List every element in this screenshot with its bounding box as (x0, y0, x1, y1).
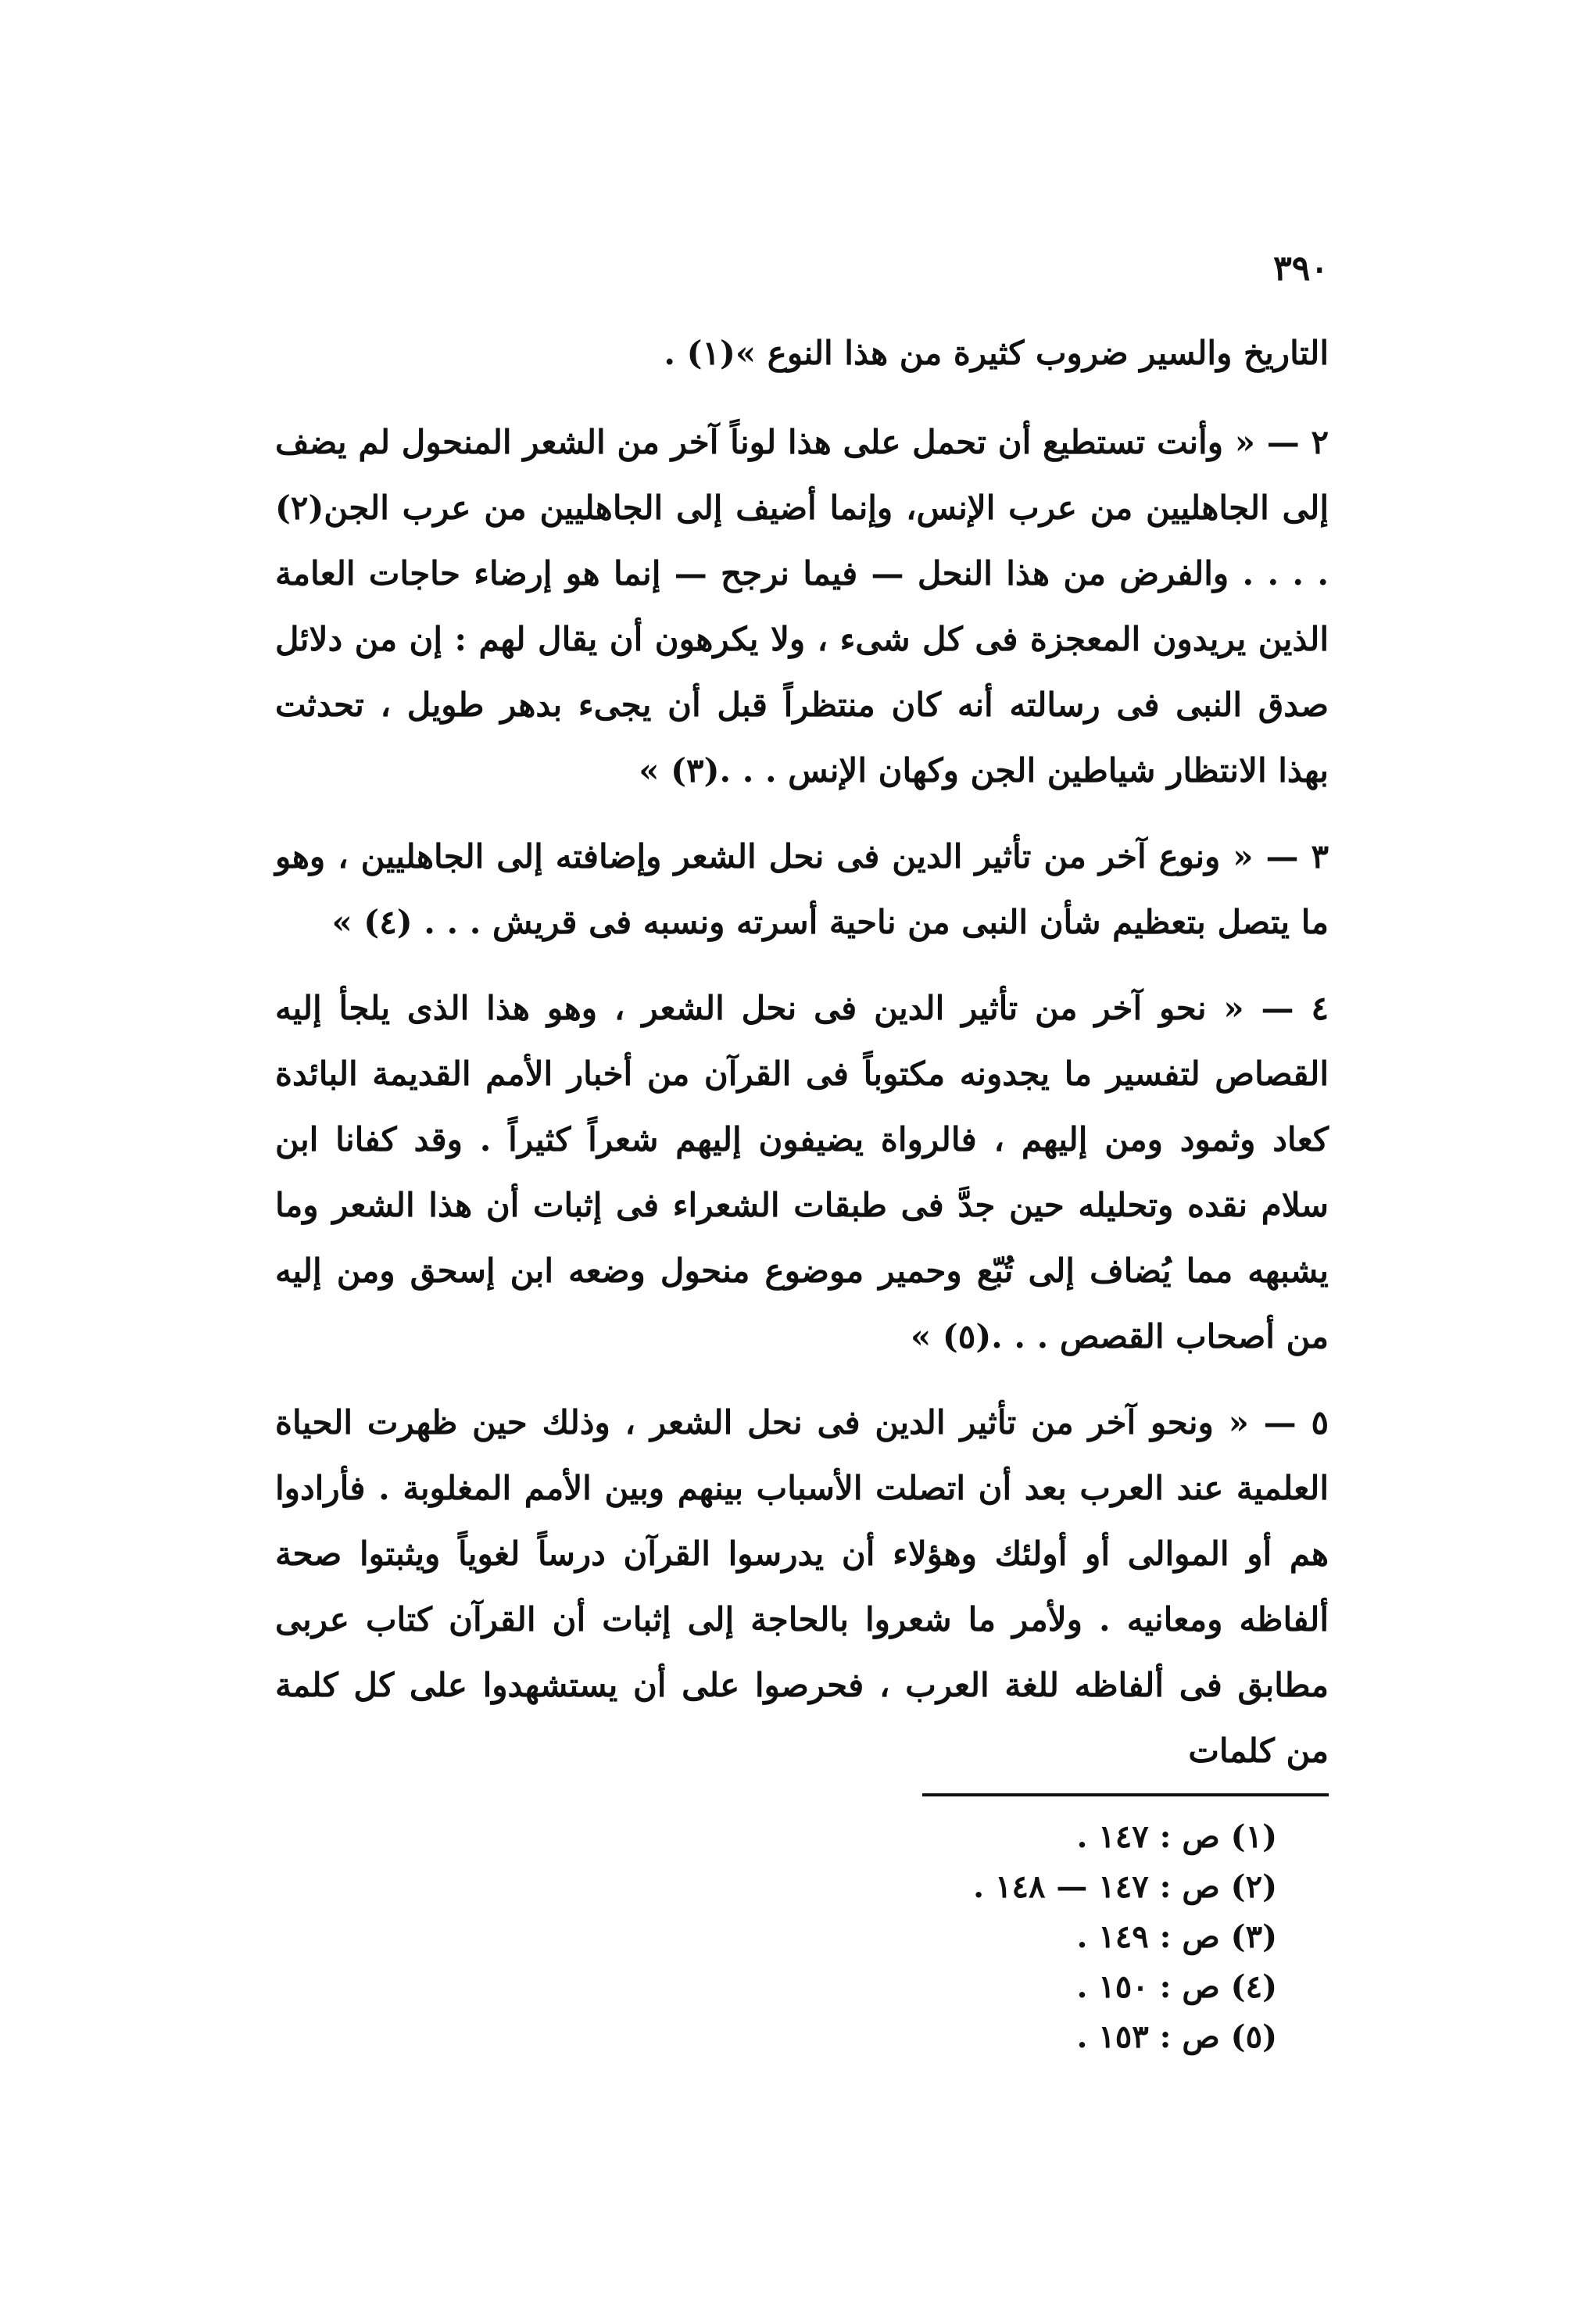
footnote-4: (٤) ص : ١٥٠ . (1076, 1968, 1277, 2005)
page-number: ٣٩٠ (1273, 249, 1329, 288)
body-text (275, 321, 1329, 1804)
footnotes (973, 1812, 1277, 2062)
paragraph-4: ٤ — « نحو آخر من تأثير الدين فى نحل الشعر ، وهو هذا الذى يلجأ إليه القصاص لتفسير ما يجدونه مكتوباً فى القرآن من أخبار الأمم القديمة البائدة كعاد وثمود ومن إليهم ، فالرواة يضيفون إليهم شعراً كثيراً . وقد كفانا ابن سلام نقده وتحليله حين جدَّ فى طبقات الشعراء فى إثبات أن هذا الشعر وما يشبهه مما يُضاف إلى تُبّع وحمير موضوع منحول وضعه ابن إسحق ومن إليه من أصحاب القصص . . .(٥) » (275, 989, 1329, 1356)
footnote-divider (922, 1793, 1329, 1796)
paragraph-continuation: التاريخ والسير ضروب كثيرة من هذا النوع »(١) . (664, 334, 1329, 372)
paragraph-3: ٣ — « ونوع آخر من تأثير الدين فى نحل الشعر وإضافته إلى الجاهليين ، وهو ما يتصل بتعظيم شأن النبى من ناحية أسرته ونسبه فى قريش . . . (٤) » (275, 837, 1329, 941)
footnote-2: (٢) ص : ١٤٧ — ١٤٨ . (973, 1868, 1277, 1905)
paragraph-2: ٢ — « وأنت تستطيع أن تحمل على هذا لوناً آخر من الشعر المنحول لم يضف إلى الجاهليين من عرب الإنس، وإنما أضيف إلى الجاهليين من عرب الجن(٢) . . . . والفرض من هذا النحل — فيما نرجح — إنما هو إرضاء حاجات العامة الذين يريدون المعجزة فى كل شىء ، ولا يكرهون أن يقال لهم : إن من دلائل صدق النبى فى رسالته أنه كان منتظراً قبل أن يجىء بدهر طويل ، تحدثت بهذا الانتظار شياطين الجن وكهان الإنس . . .(٣) » (275, 423, 1329, 790)
footnote-5: (٥) ص : ١٥٣ . (1076, 2018, 1277, 2055)
paragraph-5: ٥ — « ونحو آخر من تأثير الدين فى نحل الشعر ، وذلك حين ظهرت الحياة العلمية عند العرب بعد أن اتصلت الأسباب بينهم وبين الأمم المغلوبة . فأرادوا هم أو الموالى أو أولئك وهؤلاء أن يدرسوا القرآن درساً لغوياً ويثبتوا صحة ألفاظه ومعانيه . ولأمر ما شعروا بالحاجة إلى إثبات أن القرآن كتاب عربى مطابق فى ألفاظه للغة العرب ، فحرصوا على أن يستشهدوا على كل كلمة من كلمات (275, 1403, 1329, 1770)
footnote-3: (٣) ص : ١٤٩ . (1076, 1918, 1277, 1955)
footnote-1: (١) ص : ١٤٧ . (1076, 1818, 1277, 1855)
